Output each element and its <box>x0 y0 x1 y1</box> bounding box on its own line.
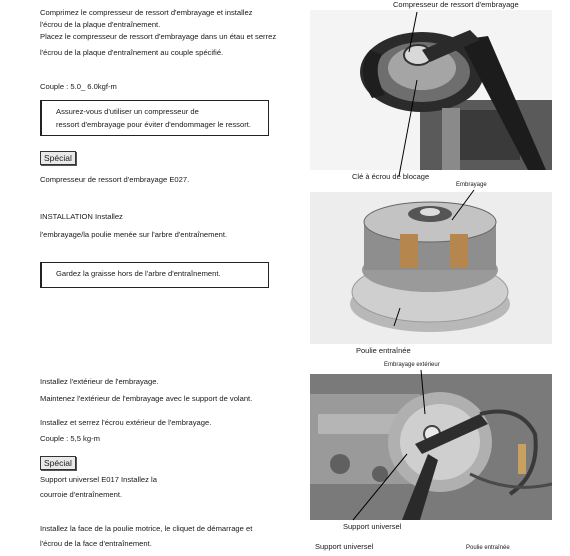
instruction-line: l'écrou de la plaque d'entraînement au couple spécifié. <box>40 48 224 57</box>
torque-spec: Couple : 5,5 kg-m <box>40 434 100 443</box>
instruction-line: l'écrou de la plaque d'entraînement. <box>40 20 161 29</box>
instruction-line: Comprimez le compresseur de ressort d'embrayage et installez <box>40 8 253 17</box>
leader-line <box>395 10 435 178</box>
instruction-line: Installez la face de la poulie motrice, le cliquet de démarrage et <box>40 524 253 533</box>
footer-caption: Support universel <box>315 542 374 551</box>
leader-line <box>392 188 482 330</box>
caution-note-box <box>40 262 269 288</box>
note-line: ressort d'embrayage pour éviter d'endommager le ressort. <box>56 120 251 129</box>
figure-caption: Poulie entraînée <box>356 346 411 355</box>
instruction-line: l'écrou de la face d'entraînement. <box>40 539 152 548</box>
special-tool-badge: Spécial <box>40 151 76 165</box>
instruction-line: Installez l'extérieur de l'embrayage. <box>40 377 159 386</box>
figure-caption: Embrayage extérieur <box>384 362 440 368</box>
instruction-line: l'embrayage/la poulie menée sur l'arbre d'entraînement. <box>40 230 228 239</box>
tool-line: courroie d'entraînement. <box>40 490 123 499</box>
footer-caption: Poulie entraînée <box>466 545 510 551</box>
instruction-line: Maintenez l'extérieur de l'embrayage avec le support de volant. <box>40 394 253 403</box>
figure-caption: Compresseur de ressort d'embrayage <box>393 0 519 9</box>
caution-note-box <box>40 100 269 136</box>
torque-spec: Couple : 5.0_ 6.0kgf-m <box>40 82 117 91</box>
special-tool-badge: Spécial <box>40 456 76 470</box>
note-line: Assurez-vous d'utiliser un compresseur de <box>56 107 199 116</box>
tool-line: Support universel E017 Installez la <box>40 475 157 484</box>
leader-line <box>345 368 445 524</box>
instruction-line: Installez et serrez l'écrou extérieur de l'embrayage. <box>40 418 212 427</box>
figure-caption: Clé à écrou de blocage <box>352 172 430 181</box>
note-line: Gardez la graisse hors de l'arbre d'entraînement. <box>56 269 221 278</box>
tool-line: Compresseur de ressort d'embrayage E027. <box>40 175 190 184</box>
instruction-line: Placez le compresseur de ressort d'embrayage dans un étau et serrez <box>40 32 277 41</box>
figure-caption: Support universel <box>343 522 402 531</box>
figure-caption: Embrayage <box>456 182 487 188</box>
section-heading: INSTALLATION Installez <box>40 212 123 221</box>
